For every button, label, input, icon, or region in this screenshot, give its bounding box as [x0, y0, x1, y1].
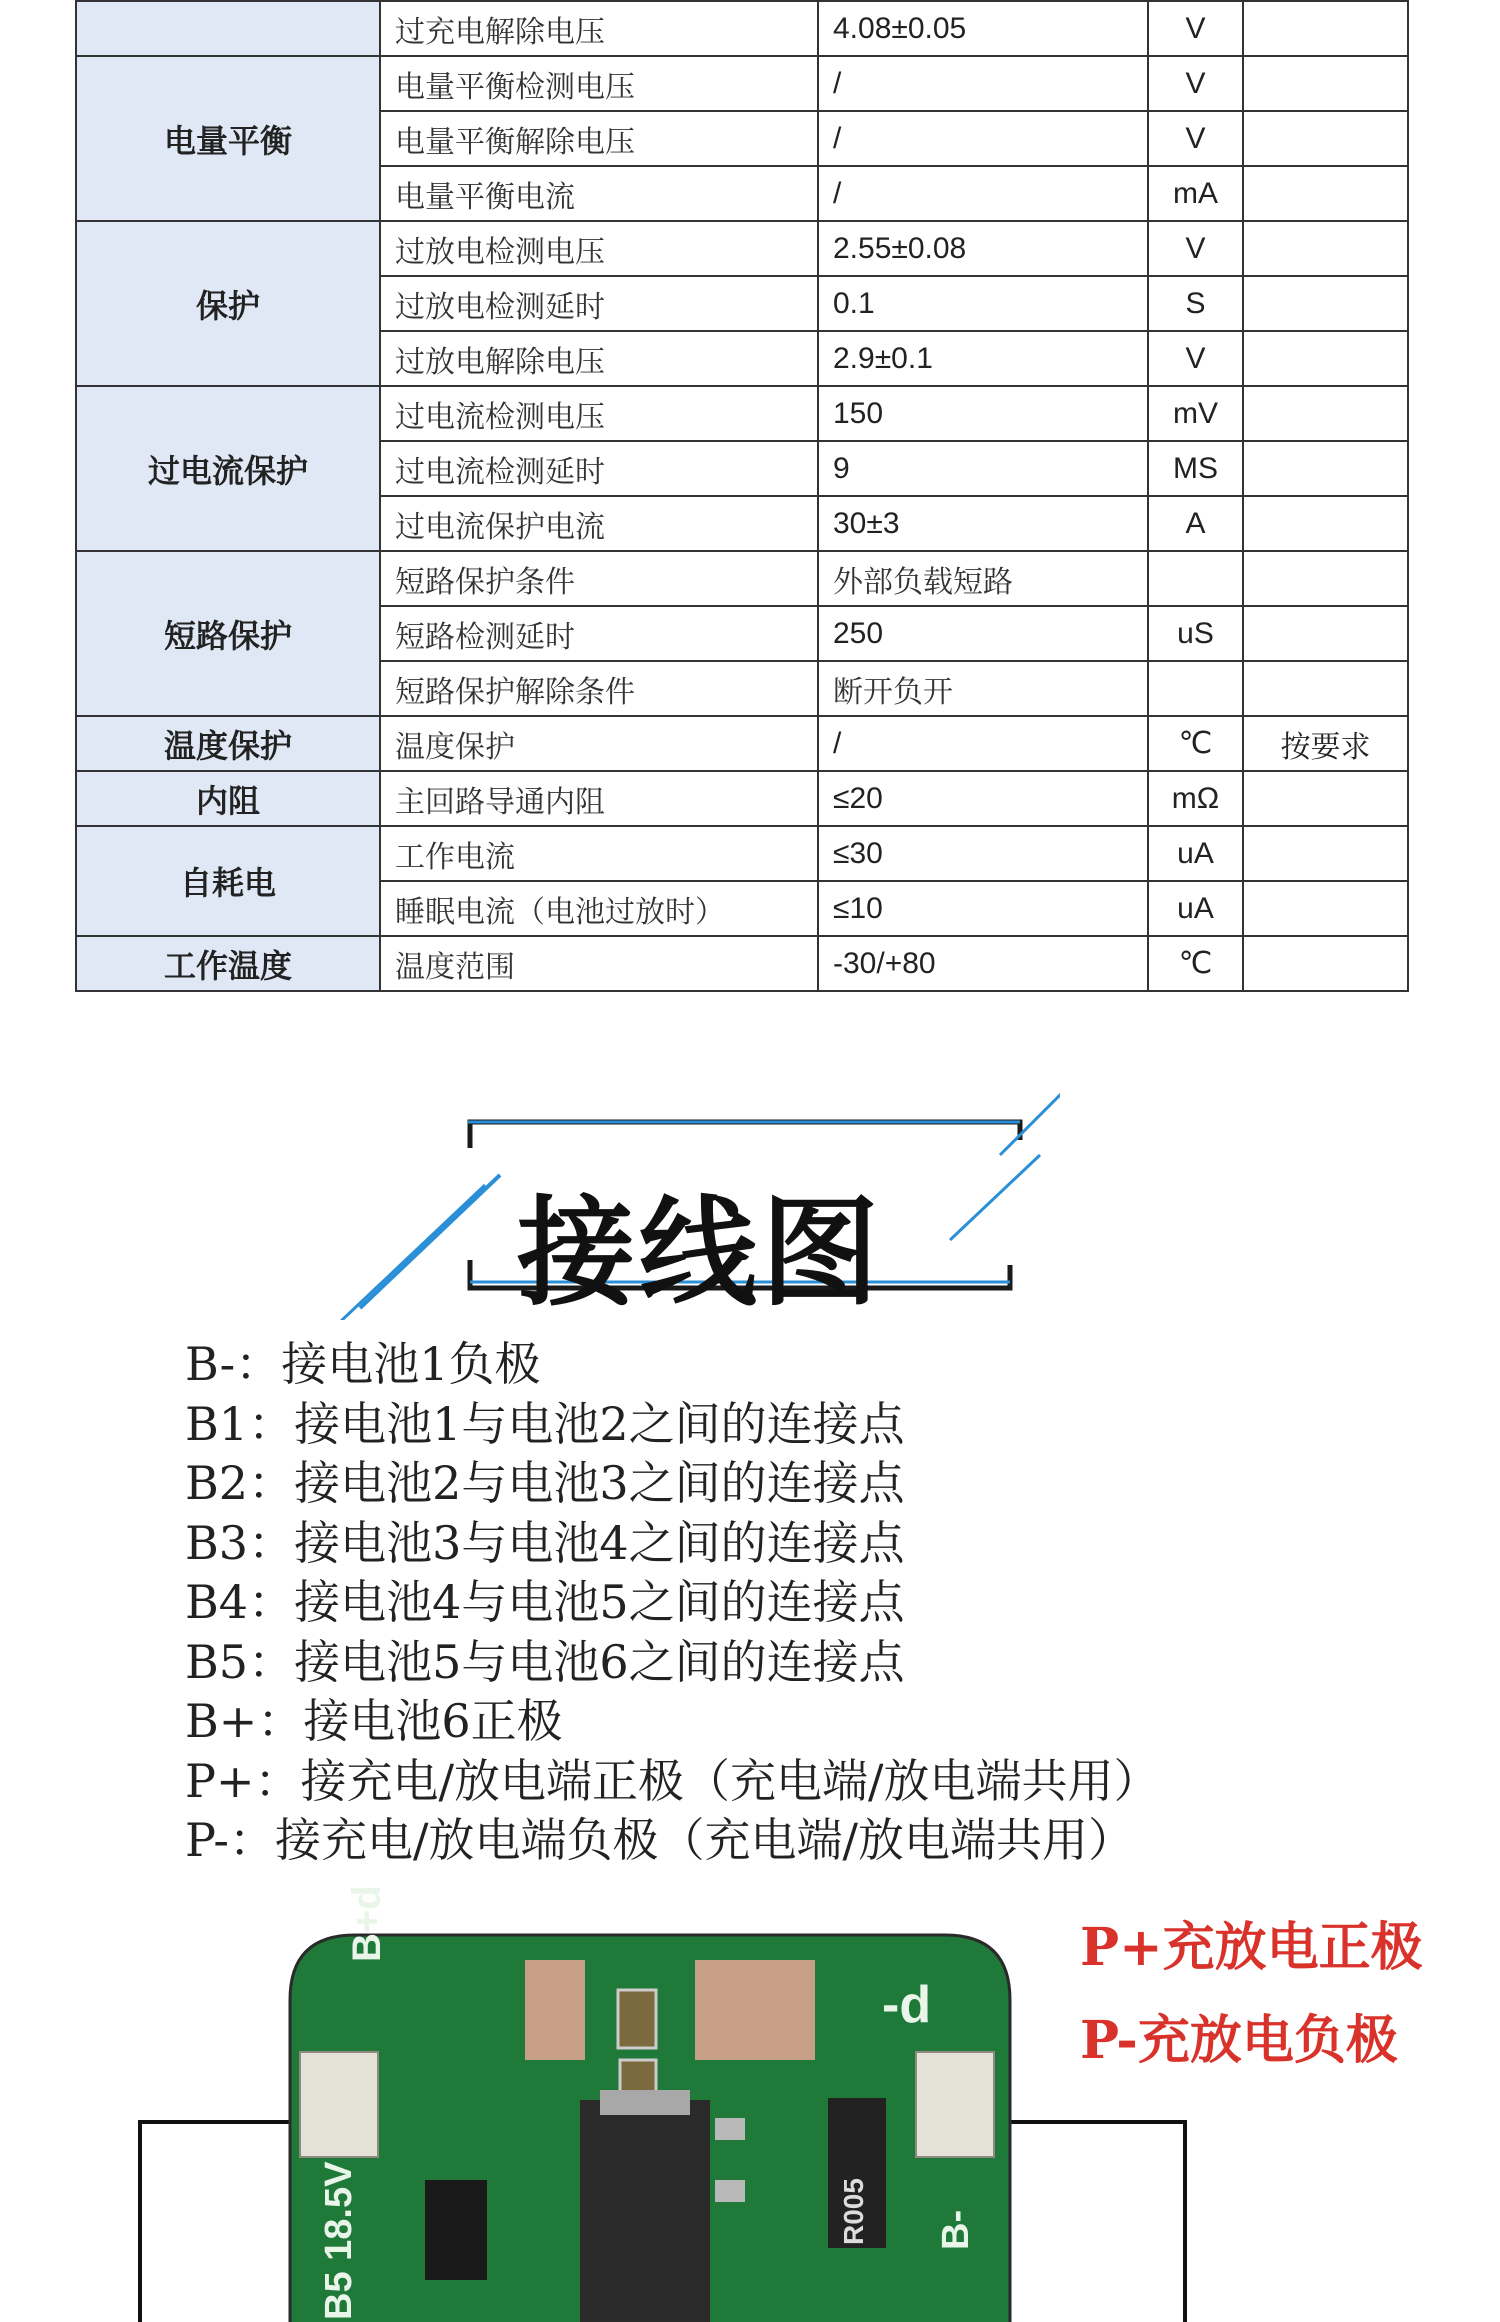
param-cell: 工作电流: [380, 826, 818, 881]
unit-cell: V: [1148, 111, 1243, 166]
table-row: [76, 551, 1408, 606]
value-cell: ≤10: [818, 881, 1148, 936]
unit-cell: uA: [1148, 826, 1243, 881]
note-cell: [1243, 56, 1408, 111]
param-cell: 主回路导通内阻: [380, 771, 818, 826]
note-cell: 按要求: [1243, 716, 1408, 771]
value-cell: 4.08±0.05: [818, 1, 1148, 56]
section-heading: 接线图: [516, 1184, 883, 1322]
category-cell: [76, 1, 380, 56]
note-cell: [1243, 331, 1408, 386]
param-cell: 过电流检测电压: [380, 386, 818, 441]
category-cell: 内阻: [76, 771, 380, 826]
legend-p-minus: P-充放电负极: [1080, 2010, 1398, 2071]
param-cell: 过电流检测延时: [380, 441, 818, 496]
value-cell: 外部负载短路: [818, 551, 1148, 606]
value-cell: /: [818, 716, 1148, 771]
param-cell: 过放电检测延时: [380, 276, 818, 331]
section-heading-frame: [340, 1060, 1060, 1320]
spec-table: [75, 0, 1409, 992]
param-cell: 短路检测延时: [380, 606, 818, 661]
pcb-label-dminus: -d: [882, 1976, 932, 2034]
list-item: B+：接电池6正极: [185, 1694, 563, 1748]
note-cell: [1243, 771, 1408, 826]
unit-cell: uA: [1148, 881, 1243, 936]
unit-cell: V: [1148, 221, 1243, 276]
param-cell: 睡眠电流（电池过放时）: [380, 881, 818, 936]
param-cell: 短路保护解除条件: [380, 661, 818, 716]
pcb-label-b5: B5 18.5V: [318, 2161, 360, 2320]
list-item: B4：接电池4与电池5之间的连接点: [185, 1575, 905, 1629]
note-cell: [1243, 826, 1408, 881]
value-cell: /: [818, 56, 1148, 111]
param-cell: 温度保护: [380, 716, 818, 771]
value-cell: ≤20: [818, 771, 1148, 826]
list-item: B2：接电池2与电池3之间的连接点: [185, 1456, 905, 1510]
param-cell: 电量平衡电流: [380, 166, 818, 221]
unit-cell: MS: [1148, 441, 1243, 496]
table-row: [76, 826, 1408, 881]
note-cell: [1243, 111, 1408, 166]
value-cell: 250: [818, 606, 1148, 661]
list-item: B1：接电池1与电池2之间的连接点: [185, 1396, 905, 1451]
pcb-label-bplus: B+d: [345, 1885, 389, 1962]
value-cell: 150: [818, 386, 1148, 441]
param-cell: 电量平衡解除电压: [380, 111, 818, 166]
category-cell: 电量平衡: [76, 56, 380, 221]
pcb-photo: [0, 1880, 1500, 2322]
note-cell: [1243, 1, 1408, 56]
value-cell: 0.1: [818, 276, 1148, 331]
note-cell: [1243, 936, 1408, 991]
unit-cell: mΩ: [1148, 771, 1243, 826]
list-item: B5：接电池5与电池6之间的连接点: [185, 1634, 905, 1689]
unit-cell: ℃: [1148, 716, 1243, 771]
unit-cell: S: [1148, 276, 1243, 331]
value-cell: 30±3: [818, 496, 1148, 551]
unit-cell: mA: [1148, 166, 1243, 221]
unit-cell: V: [1148, 56, 1243, 111]
param-cell: 电量平衡检测电压: [380, 56, 818, 111]
value-cell: 9: [818, 441, 1148, 496]
param-cell: 温度范围: [380, 936, 818, 991]
table-row: [76, 936, 1408, 991]
param-cell: 过电流保护电流: [380, 496, 818, 551]
value-cell: 2.9±0.1: [818, 331, 1148, 386]
note-cell: [1243, 441, 1408, 496]
list-item: B-：接电池1负极: [185, 1337, 541, 1391]
list-item: P+：接充电/放电端正极（充电端/放电端共用）: [185, 1753, 1160, 1808]
note-cell: [1243, 606, 1408, 661]
param-cell: 过放电解除电压: [380, 331, 818, 386]
note-cell: [1243, 166, 1408, 221]
table-row: [76, 716, 1408, 771]
unit-cell: mV: [1148, 386, 1243, 441]
resistor-code: R005: [838, 2178, 869, 2245]
value-cell: /: [818, 111, 1148, 166]
list-item: P-：接充电/放电端负极（充电端/放电端共用）: [185, 1813, 1134, 1867]
category-cell: 保护: [76, 221, 380, 386]
unit-cell: V: [1148, 1, 1243, 56]
table-row: [76, 56, 1408, 111]
unit-cell: uS: [1148, 606, 1243, 661]
note-cell: [1243, 221, 1408, 276]
category-cell: 过电流保护: [76, 386, 380, 551]
note-cell: [1243, 386, 1408, 441]
table-row: [76, 386, 1408, 441]
param-cell: 短路保护条件: [380, 551, 818, 606]
pcb-label-bminus: B-: [935, 2209, 977, 2250]
note-cell: [1243, 881, 1408, 936]
note-cell: [1243, 496, 1408, 551]
unit-cell: [1148, 551, 1243, 606]
table-row: [76, 771, 1408, 826]
unit-cell: A: [1148, 496, 1243, 551]
unit-cell: V: [1148, 331, 1243, 386]
list-item: B3：接电池3与电池4之间的连接点: [185, 1515, 905, 1570]
value-cell: 2.55±0.08: [818, 221, 1148, 276]
unit-cell: ℃: [1148, 936, 1243, 991]
category-cell: 短路保护: [76, 551, 380, 716]
value-cell: /: [818, 166, 1148, 221]
value-cell: ≤30: [818, 826, 1148, 881]
param-cell: 过充电解除电压: [380, 1, 818, 56]
table-row: [76, 1, 1408, 56]
note-cell: [1243, 551, 1408, 606]
category-cell: 工作温度: [76, 936, 380, 991]
unit-cell: [1148, 661, 1243, 716]
legend-p-plus: P+充放电正极: [1080, 1917, 1423, 1978]
category-cell: 自耗电: [76, 826, 380, 936]
value-cell: -30/+80: [818, 936, 1148, 991]
wiring-list: [185, 1335, 1160, 1871]
note-cell: [1243, 276, 1408, 331]
table-row: [76, 221, 1408, 276]
param-cell: 过放电检测电压: [380, 221, 818, 276]
note-cell: [1243, 661, 1408, 716]
value-cell: 断开负开: [818, 661, 1148, 716]
category-cell: 温度保护: [76, 716, 380, 771]
